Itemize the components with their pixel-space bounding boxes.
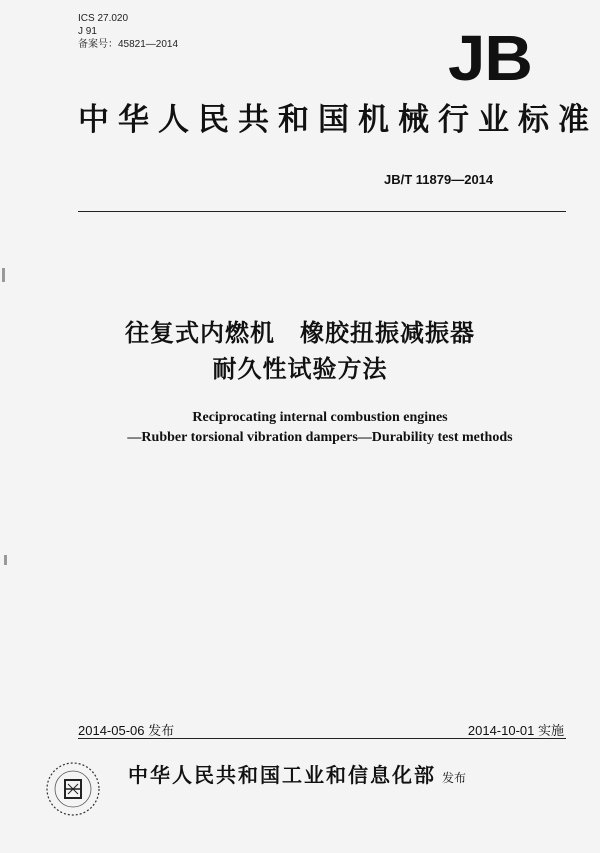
ics-code: ICS 27.020: [78, 13, 129, 24]
header-divider: [78, 211, 566, 212]
standard-category-title: 中华人民共和国机械行业标准: [78, 102, 598, 138]
implementation-date: 2014-10-01 实施: [467, 723, 564, 738]
chinese-title-line-2: 耐久性试验方法: [212, 355, 388, 383]
standard-number: JB/T 11879—2014: [384, 172, 494, 187]
issuing-authority: [128, 759, 466, 788]
scan-edge-mark: [4, 555, 7, 565]
english-title-line-1: Reciprocating internal combustion engines: [192, 410, 448, 425]
jb-logo: JB: [448, 22, 532, 94]
english-title-line-2: —Rubber torsional vibration dampers—Durability test methods: [127, 430, 513, 445]
issuer-name: 中华人民共和国工业和信息化部: [128, 763, 436, 787]
filing-number: 备案号：45821—2014: [78, 39, 179, 50]
issue-date: 2014-05-06 发布: [78, 723, 175, 738]
footer-divider: [78, 738, 566, 739]
scan-edge-mark: [2, 268, 5, 282]
ccs-code: J 91: [78, 26, 97, 37]
chinese-title-line-1: 往复式内燃机 橡胶扭振减振器: [125, 319, 475, 347]
ministry-seal-icon: [44, 760, 102, 818]
classification-block: [78, 12, 178, 51]
issuer-action: 发布: [442, 771, 467, 785]
